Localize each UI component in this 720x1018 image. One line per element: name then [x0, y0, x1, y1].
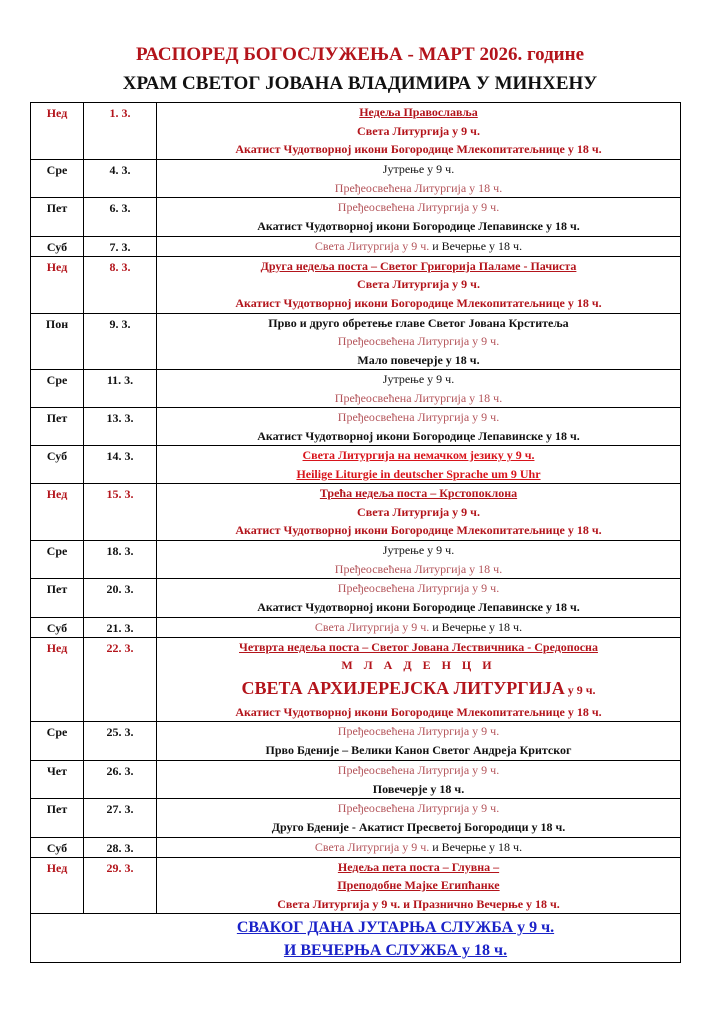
service-text: Света Литургија у 9 ч. и Празнично Вечерње у 18 ч.	[277, 896, 560, 911]
service-text: Друго Бденије - Акатист Пресветој Богородици у 18 ч.	[271, 819, 566, 834]
footer-line-morning: СВАКОГ ДАНА ЈУТАРЊА СЛУЖБА у 9 ч.	[236, 919, 555, 936]
service-text: Преподобне Мајке Египћанке	[337, 878, 500, 892]
service-text: Пређеосвећена Литургија у 9 ч.	[337, 581, 500, 595]
service-text: Пређеосвећена Литургија у 9 ч.	[337, 410, 500, 424]
services-cell	[157, 637, 681, 722]
schedule-row	[31, 256, 681, 313]
service-text: Јутрење у 9 ч.	[382, 372, 455, 386]
schedule-row	[31, 484, 681, 541]
schedule-row	[31, 857, 681, 914]
footer-cell	[31, 914, 681, 963]
service-line	[157, 656, 680, 675]
church-name: ХРАМ СВЕТОГ ЈОВАНА ВЛАДИМИРА У МИНХЕНУ	[122, 73, 598, 94]
day-cell: Пет	[31, 198, 84, 237]
date-cell: 6. 3.	[84, 198, 157, 237]
schedule-row	[31, 761, 681, 799]
date-cell: 14. 3.	[84, 446, 157, 484]
date-cell: 15. 3.	[84, 484, 157, 541]
service-line	[157, 579, 680, 598]
date-cell: 13. 3.	[84, 408, 157, 446]
day-cell: Нед	[31, 103, 84, 160]
services-cell	[157, 370, 681, 408]
date-cell: 28. 3.	[84, 838, 157, 858]
service-line	[157, 217, 680, 236]
service-line	[157, 160, 680, 179]
service-text: Света Литургија у 9 ч.	[314, 620, 430, 634]
service-line	[157, 370, 680, 389]
schedule-row	[31, 618, 681, 638]
service-line	[157, 237, 680, 256]
schedule-row	[31, 838, 681, 858]
footer-line-evening: И ВЕЧЕРЊА СЛУЖБА у 18 ч.	[283, 942, 508, 959]
service-text: Акатист Чудотворној икони Богородице Млекопитатељнице у 18 ч.	[235, 704, 602, 719]
services-cell	[157, 618, 681, 638]
service-line	[157, 351, 680, 370]
service-text: Трећа недеља поста – Крстопоклона	[319, 486, 518, 500]
service-line	[157, 560, 680, 579]
service-line	[157, 818, 680, 837]
service-text: Акатист Чудотворној икони Богородице Лепавинске у 18 ч.	[257, 599, 580, 614]
services-cell	[157, 313, 681, 370]
schedule-row	[31, 198, 681, 237]
service-text: Света Литургија у 9 ч.	[357, 123, 480, 138]
services-cell	[157, 446, 681, 484]
service-text: Света Литургија у 9 ч.	[314, 840, 430, 854]
day-cell: Нед	[31, 857, 84, 914]
services-cell	[157, 541, 681, 579]
day-cell: Пет	[31, 579, 84, 618]
day-cell: Суб	[31, 237, 84, 257]
service-text: Прво и друго обретење главе Светог Јована Крститеља	[268, 315, 569, 330]
service-text: Четврта недеља поста – Светог Јована Лествичника - Средопосна	[239, 639, 598, 654]
service-text: Пређеосвећена Литургија у 9 ч.	[337, 724, 500, 738]
schedule-row	[31, 313, 681, 370]
schedule-table	[30, 102, 681, 963]
date-cell: 9. 3.	[84, 313, 157, 370]
services-cell	[157, 160, 681, 198]
date-cell: 21. 3.	[84, 618, 157, 638]
service-text: Друга недеља поста – Светог Григорија Паламе - Пачиста	[260, 258, 577, 273]
service-line	[157, 838, 680, 857]
service-line	[157, 122, 680, 141]
day-cell: Сре	[31, 722, 84, 761]
footer-row	[31, 914, 681, 963]
services-cell	[157, 484, 681, 541]
service-line	[157, 598, 680, 617]
service-text: Повечерје у 18 ч.	[372, 781, 465, 796]
service-line	[157, 876, 680, 895]
day-cell: Нед	[31, 256, 84, 313]
date-cell: 18. 3.	[84, 541, 157, 579]
service-text: Јутрење у 9 ч.	[382, 162, 455, 176]
date-cell: 20. 3.	[84, 579, 157, 618]
services-cell	[157, 799, 681, 838]
services-cell	[157, 237, 681, 257]
day-cell: Суб	[31, 618, 84, 638]
service-line	[157, 521, 680, 540]
service-line	[157, 314, 680, 333]
service-line	[157, 294, 680, 313]
schedule-row	[31, 370, 681, 408]
service-text: Акатист Чудотворној икони Богородице Лепавинске у 18 ч.	[257, 218, 580, 233]
service-line	[157, 484, 680, 503]
service-text: СВЕТА АРХИЈЕРЕЈСКА ЛИТУРГИЈА	[241, 677, 565, 698]
service-line	[157, 858, 680, 877]
service-text: М Л А Д Е Н Ц И	[341, 658, 496, 672]
day-cell: Сре	[31, 160, 84, 198]
service-text: Акатист Чудотворној икони Богородице Млекопитатељнице у 18 ч.	[235, 295, 602, 310]
service-line	[157, 275, 680, 294]
service-line	[157, 638, 680, 657]
service-line	[157, 427, 680, 446]
date-cell: 4. 3.	[84, 160, 157, 198]
service-text: Акатист Чудотворној икони Богородице Лепавинске у 18 ч.	[257, 428, 580, 443]
date-cell: 1. 3.	[84, 103, 157, 160]
service-suffix: и Вечерње у 18 ч.	[429, 620, 523, 634]
service-text: Акатист Чудотворној икони Богородице Млекопитатељнице у 18 ч.	[235, 523, 602, 537]
date-cell: 25. 3.	[84, 722, 157, 761]
service-text: Пређеосвећена Литургија у 18 ч.	[334, 561, 503, 576]
schedule-row	[31, 722, 681, 761]
service-line	[157, 675, 680, 703]
date-cell: 8. 3.	[84, 256, 157, 313]
service-line	[157, 103, 680, 122]
schedule-row	[31, 579, 681, 618]
service-line	[157, 389, 680, 408]
services-cell	[157, 579, 681, 618]
service-text: Недеља пета поста – Глувна –	[337, 859, 500, 874]
service-line	[157, 618, 680, 637]
services-cell	[157, 722, 681, 761]
date-cell: 26. 3.	[84, 761, 157, 799]
service-line	[157, 140, 680, 159]
date-cell: 29. 3.	[84, 857, 157, 914]
date-cell: 11. 3.	[84, 370, 157, 408]
services-cell	[157, 408, 681, 446]
service-line	[157, 722, 680, 741]
services-cell	[157, 256, 681, 313]
day-cell: Сре	[31, 370, 84, 408]
day-cell: Суб	[31, 838, 84, 858]
schedule-row	[31, 103, 681, 160]
services-cell	[157, 103, 681, 160]
schedule-body	[31, 103, 681, 914]
service-text: Пређеосвећена Литургија у 18 ч.	[334, 180, 503, 195]
service-text: Heilige Liturgie in deutscher Sprache um 9 Uhr	[296, 466, 541, 481]
service-line	[157, 257, 680, 276]
service-line	[157, 503, 680, 522]
service-suffix: и Вечерње у 18 ч.	[429, 239, 523, 253]
service-text: Света Литургија на немачком језику у 9 ч.	[302, 448, 535, 462]
service-line	[157, 198, 680, 217]
service-text: Света Литургија у 9 ч.	[357, 277, 480, 291]
services-cell	[157, 761, 681, 799]
date-cell: 7. 3.	[84, 237, 157, 257]
service-line	[157, 446, 680, 465]
day-cell: Нед	[31, 484, 84, 541]
schedule-row	[31, 799, 681, 838]
service-line	[157, 780, 680, 799]
service-line	[157, 741, 680, 760]
service-line	[157, 465, 680, 484]
service-line	[157, 761, 680, 780]
service-text: Света Литургија у 9 ч.	[314, 239, 430, 253]
document-title: РАСПОРЕД БОГОСЛУЖЕЊА - МАРТ 2026. године	[135, 44, 585, 65]
service-line	[157, 408, 680, 427]
service-text: Пређеосвећена Литургија у 9 ч.	[337, 200, 500, 214]
day-cell: Пет	[31, 799, 84, 838]
schedule-row	[31, 637, 681, 722]
day-cell: Нед	[31, 637, 84, 722]
service-time-suffix: у 9 ч.	[564, 682, 596, 697]
day-cell: Сре	[31, 541, 84, 579]
service-line	[157, 703, 680, 722]
service-line	[157, 332, 680, 351]
day-cell: Пет	[31, 408, 84, 446]
services-cell	[157, 838, 681, 858]
service-line	[157, 895, 680, 914]
service-line	[157, 179, 680, 198]
service-text: Света Литургија у 9 ч.	[357, 504, 480, 519]
services-cell	[157, 198, 681, 237]
service-text: Пређеосвећена Литургија у 18 ч.	[334, 390, 503, 405]
service-text: Јутрење у 9 ч.	[382, 543, 455, 557]
schedule-row	[31, 446, 681, 484]
service-text: Пређеосвећена Литургија у 9 ч.	[337, 801, 500, 815]
service-text: Недеља Православља	[359, 105, 478, 119]
service-line	[157, 799, 680, 818]
date-cell: 22. 3.	[84, 637, 157, 722]
service-suffix: и Вечерње у 18 ч.	[429, 840, 523, 854]
service-text: Акатист Чудотворној икони Богородице Млекопитатељнице у 18 ч.	[235, 142, 602, 156]
service-text: Прво Бденије – Велики Канон Светог Андреја Критског	[265, 742, 572, 757]
service-text: Пређеосвећена Литургија у 9 ч.	[337, 763, 500, 777]
day-cell: Суб	[31, 446, 84, 484]
date-cell: 27. 3.	[84, 799, 157, 838]
service-text: Мало повечерје у 18 ч.	[357, 352, 480, 367]
schedule-row	[31, 237, 681, 257]
services-cell	[157, 857, 681, 914]
schedule-row	[31, 541, 681, 579]
day-cell: Пон	[31, 313, 84, 370]
day-cell: Чет	[31, 761, 84, 799]
schedule-row	[31, 408, 681, 446]
service-text: Пређеосвећена Литургија у 9 ч.	[337, 334, 500, 348]
schedule-row	[31, 160, 681, 198]
service-line	[157, 541, 680, 560]
